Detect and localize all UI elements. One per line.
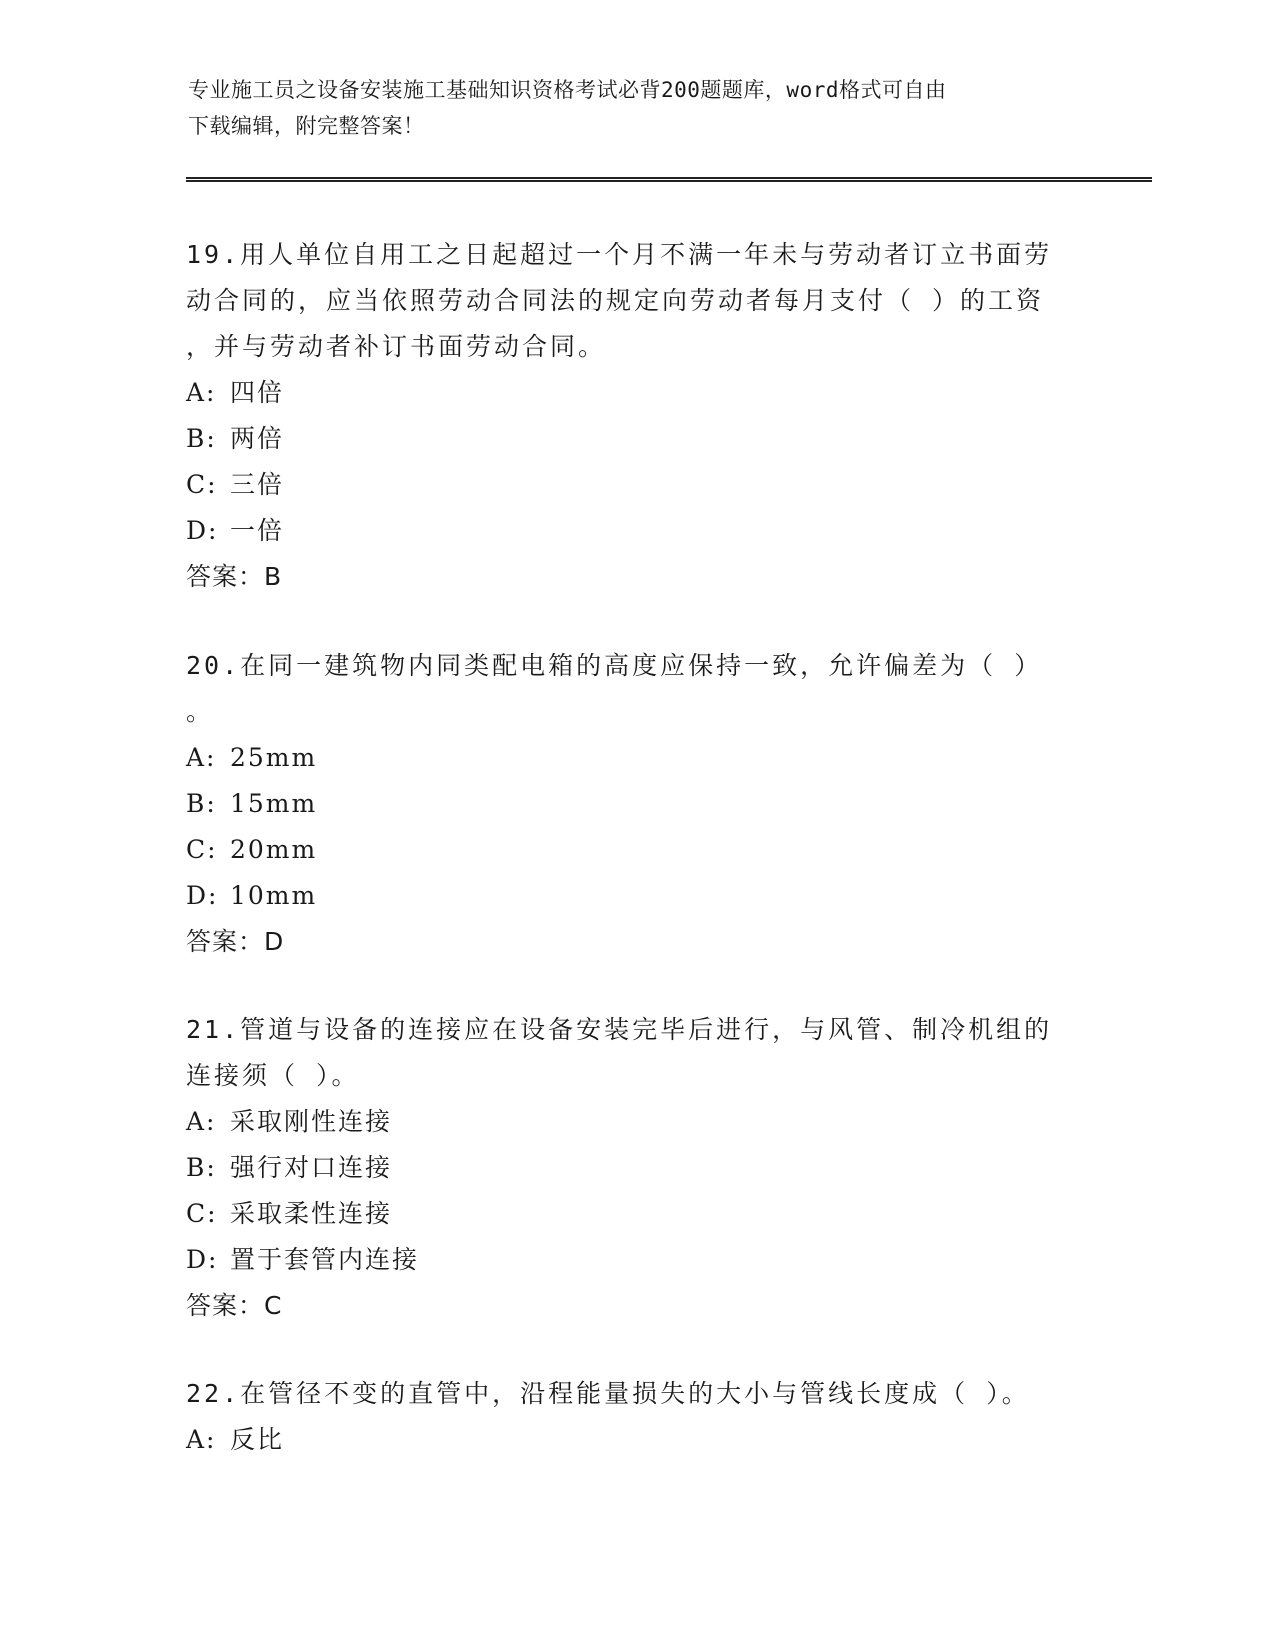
option-text: 三倍 bbox=[230, 470, 285, 499]
option-letter: C: bbox=[186, 1199, 218, 1228]
option-letter: C: bbox=[186, 835, 218, 864]
question-line: 动合同的，应当依照劳动合同法的规定向劳动者每月支付（ ）的工资 bbox=[186, 286, 1045, 315]
question-22 bbox=[186, 1371, 1086, 1463]
option-text: 一倍 bbox=[230, 516, 285, 545]
option-a bbox=[186, 1099, 1086, 1145]
option-text: 置于套管内连接 bbox=[230, 1245, 420, 1274]
question-21 bbox=[186, 1007, 1086, 1329]
option-letter: D: bbox=[186, 1245, 219, 1274]
question-line: 19.用人单位自用工之日起超过一个月不满一年未与劳动者订立书面劳 bbox=[186, 240, 1053, 269]
header-line-2: 下载编辑，附完整答案！ bbox=[188, 114, 425, 138]
option-d bbox=[186, 1237, 1086, 1283]
option-letter: A: bbox=[186, 743, 217, 772]
option-text: 采取刚性连接 bbox=[230, 1107, 393, 1136]
document-header bbox=[188, 72, 1068, 144]
question-line: 21.管道与设备的连接应在设备安装完毕后进行，与风管、制冷机组的 bbox=[186, 1015, 1053, 1044]
option-b bbox=[186, 1145, 1086, 1191]
option-a bbox=[186, 1417, 1086, 1463]
option-letter: D: bbox=[186, 881, 219, 910]
option-b bbox=[186, 416, 1086, 462]
option-c bbox=[186, 1191, 1086, 1237]
option-letter: A: bbox=[186, 378, 217, 407]
option-text: 两倍 bbox=[230, 424, 285, 453]
answer-label: 答案：D bbox=[186, 927, 285, 956]
option-letter: A: bbox=[186, 1425, 217, 1454]
question-line: 22.在管径不变的直管中，沿程能量损失的大小与管线长度成（ ）。 bbox=[186, 1379, 1030, 1408]
answer-label: 答案：C bbox=[186, 1291, 283, 1320]
option-a bbox=[186, 370, 1086, 416]
option-letter: A: bbox=[186, 1107, 217, 1136]
option-b bbox=[186, 781, 1086, 827]
header-line-1: 专业施工员之设备安装施工基础知识资格考试必背200题题库，word格式可自由 bbox=[188, 78, 947, 102]
question-19 bbox=[186, 232, 1086, 600]
question-line: 。 bbox=[186, 697, 215, 726]
option-letter: B: bbox=[186, 1153, 217, 1182]
answer-label: 答案：B bbox=[186, 562, 283, 591]
option-d bbox=[186, 873, 1086, 919]
option-text: 反比 bbox=[230, 1425, 285, 1454]
option-text: 25mm bbox=[230, 743, 318, 772]
option-letter: B: bbox=[186, 424, 217, 453]
option-letter: D: bbox=[186, 516, 219, 545]
question-20 bbox=[186, 643, 1086, 965]
option-text: 20mm bbox=[230, 835, 318, 864]
question-line: 20.在同一建筑物内同类配电箱的高度应保持一致，允许偏差为（ ） bbox=[186, 651, 1043, 680]
option-text: 10mm bbox=[230, 881, 318, 910]
option-letter: C: bbox=[186, 470, 218, 499]
option-c bbox=[186, 827, 1086, 873]
question-line: 连接须（ ）。 bbox=[186, 1061, 360, 1090]
option-text: 强行对口连接 bbox=[230, 1153, 393, 1182]
question-line: ，并与劳动者补订书面劳动合同。 bbox=[186, 332, 607, 361]
header-divider bbox=[186, 177, 1152, 182]
option-text: 采取柔性连接 bbox=[230, 1199, 393, 1228]
option-d bbox=[186, 508, 1086, 554]
option-text: 四倍 bbox=[230, 378, 285, 407]
option-letter: B: bbox=[186, 789, 217, 818]
option-a bbox=[186, 735, 1086, 781]
option-c bbox=[186, 462, 1086, 508]
option-text: 15mm bbox=[230, 789, 318, 818]
